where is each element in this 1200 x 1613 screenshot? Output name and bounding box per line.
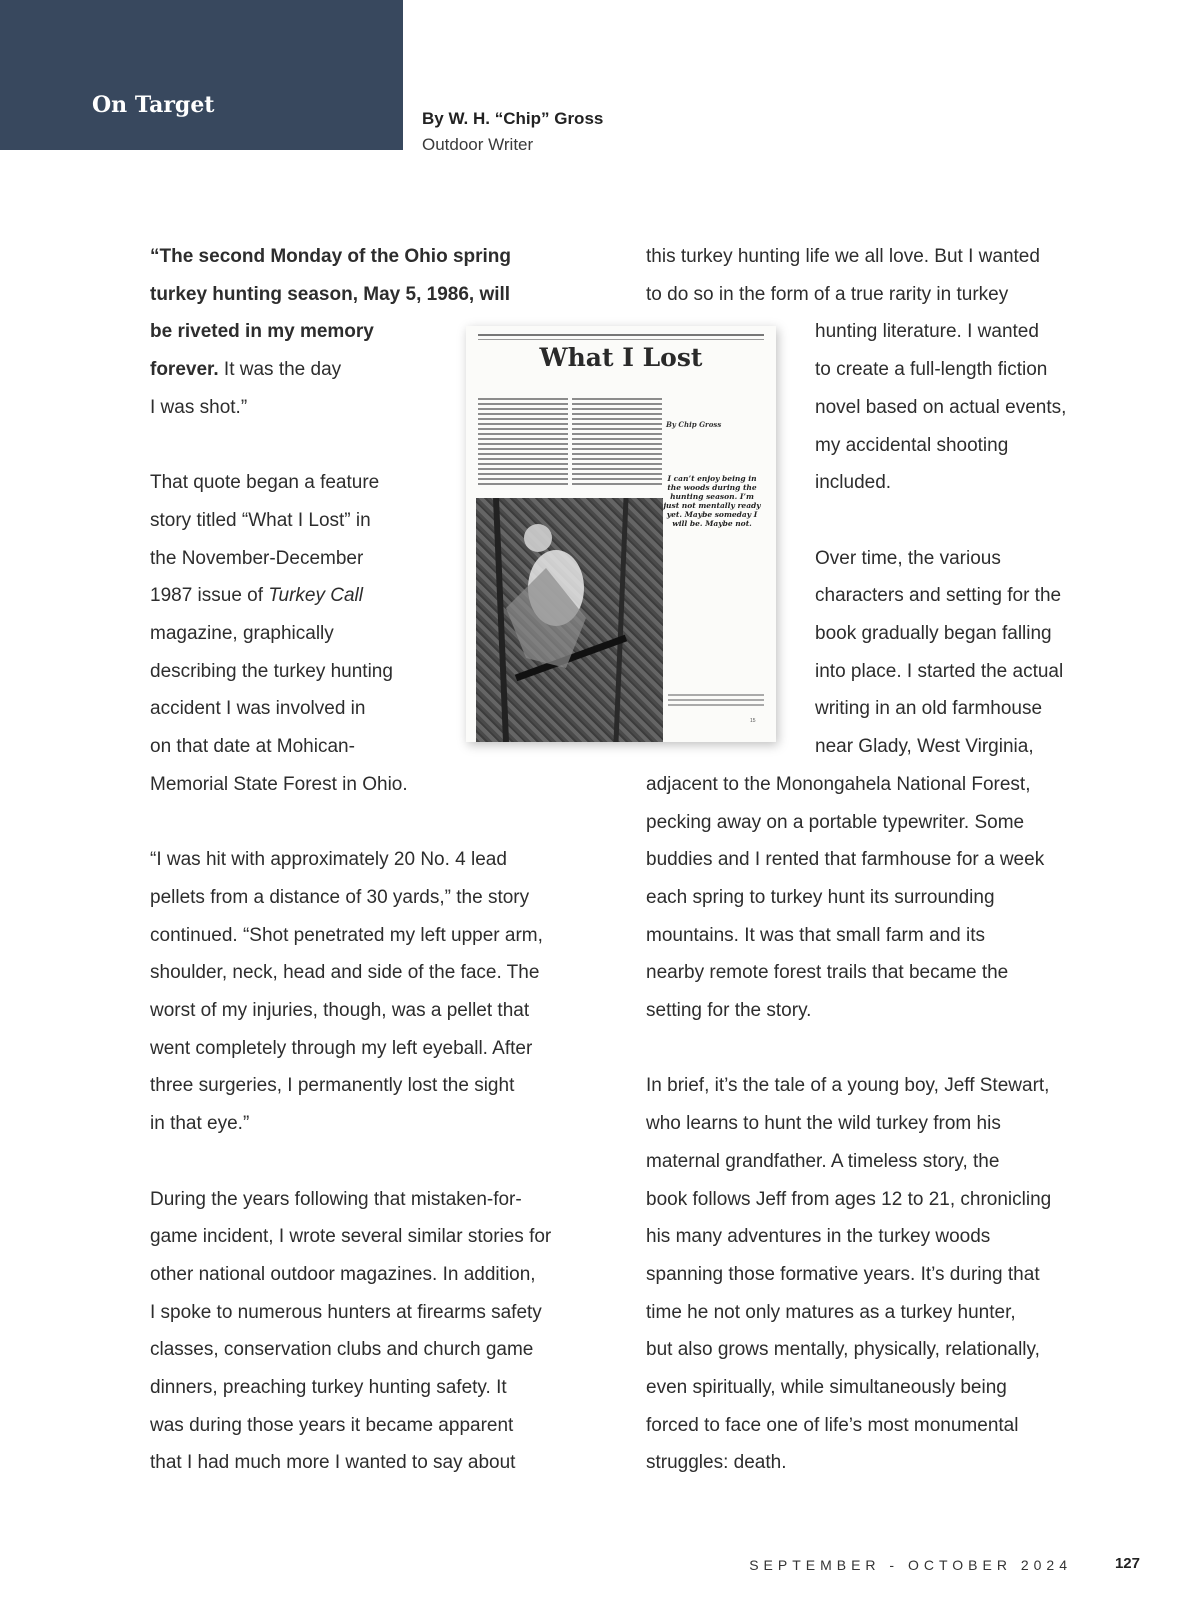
text-line: turkey hunting season, May 5, 1986, will bbox=[150, 283, 511, 305]
text-line: buddies and I rented that farmhouse for a week bbox=[646, 849, 1045, 871]
text-line: even spiritually, while simultaneously being bbox=[646, 1377, 1007, 1399]
text-line: forever. It was the day bbox=[150, 359, 342, 381]
text-line: forced to face one of life’s most monumental bbox=[646, 1414, 1019, 1436]
text-line: was during those years it became apparent bbox=[150, 1414, 514, 1436]
text-line: story titled “What I Lost” in bbox=[150, 509, 371, 531]
text-line: pellets from a distance of 30 yards,” the story bbox=[150, 886, 530, 908]
text-line: Memorial State Forest in Ohio. bbox=[150, 773, 408, 795]
text-line: game incident, I wrote several similar stories for bbox=[150, 1226, 552, 1248]
text-line: went completely through my left eyeball. After bbox=[150, 1037, 533, 1059]
text-line: but also grows mentally, physically, relationally, bbox=[646, 1339, 1040, 1361]
text-line: characters and setting for the bbox=[815, 585, 1062, 607]
text-line: three surgeries, I permanently lost the sight bbox=[150, 1075, 515, 1097]
magazine-title: Turkey Call bbox=[268, 585, 363, 607]
text-line: in that eye.” bbox=[150, 1113, 250, 1135]
text-line: mountains. It was that small farm and its bbox=[646, 924, 985, 946]
text-line: book follows Jeff from ages 12 to 21, chronicling bbox=[646, 1188, 1052, 1210]
text-line: shoulder, neck, head and side of the face. The bbox=[150, 962, 540, 984]
text-line: dinners, preaching turkey hunting safety. It bbox=[150, 1377, 507, 1399]
text-line: be riveted in my memory bbox=[150, 321, 374, 343]
clipping-pullquote: I can’t enjoy being in the woods during the hunting season. I’m just not mentally ready yet. Maybe someday I will be. Maybe not. bbox=[663, 474, 761, 528]
section-title: On Target bbox=[92, 92, 215, 118]
text-line: accident I was involved in bbox=[150, 698, 366, 720]
text-line: other national outdoor magazines. In addition, bbox=[150, 1263, 536, 1285]
author-role: Outdoor Writer bbox=[422, 135, 534, 154]
text-line: his many adventures in the turkey woods bbox=[646, 1226, 991, 1248]
issue-date: SEPTEMBER - OCTOBER 2024 bbox=[749, 1557, 1072, 1573]
text-line: time he not only matures as a turkey hunter, bbox=[646, 1301, 1016, 1323]
magazine-clipping-image bbox=[466, 326, 776, 742]
text-line: During the years following that mistaken-for- bbox=[150, 1188, 522, 1210]
text-line: I was shot.” bbox=[150, 396, 248, 418]
text-line: book gradually began falling bbox=[815, 623, 1052, 645]
text-line: “The second Monday of the Ohio spring bbox=[150, 246, 512, 267]
text-line: I spoke to numerous hunters at firearms safety bbox=[150, 1301, 542, 1323]
text-line: magazine, graphically bbox=[150, 623, 334, 645]
text-line: the November-December bbox=[150, 547, 364, 569]
text-line: writing in an old farmhouse bbox=[815, 698, 1043, 720]
text-line: each spring to turkey hunt its surrounding bbox=[646, 886, 995, 908]
text-line: into place. I started the actual bbox=[815, 660, 1064, 682]
clipping-page-number: 15 bbox=[750, 718, 756, 724]
section-header-block bbox=[0, 0, 403, 150]
byline bbox=[422, 106, 603, 158]
text-line: to create a full-length fiction bbox=[815, 359, 1048, 381]
page-number: 127 bbox=[1114, 1555, 1140, 1572]
clipping-caption bbox=[668, 694, 764, 709]
text-line: 1987 issue of Turkey Call bbox=[150, 585, 363, 607]
clipping-text-column bbox=[478, 398, 568, 494]
text-line: included. bbox=[815, 472, 892, 494]
text-line: Over time, the various bbox=[815, 547, 1001, 569]
clipping-text-column bbox=[572, 398, 662, 494]
text-line: “I was hit with approximately 20 No. 4 lead bbox=[150, 849, 507, 871]
text-line: classes, conservation clubs and church game bbox=[150, 1339, 534, 1361]
text-line: who learns to hunt the wild turkey from his bbox=[646, 1113, 1001, 1135]
text-line: to do so in the form of a true rarity in turkey bbox=[646, 283, 1009, 305]
text-line: setting for the story. bbox=[646, 1000, 812, 1022]
text-line: maternal grandfather. A timeless story, the bbox=[646, 1150, 1000, 1172]
hunter-photo bbox=[476, 498, 663, 742]
text-line: struggles: death. bbox=[646, 1452, 787, 1474]
text-line: pecking away on a portable typewriter. Some bbox=[646, 811, 1025, 833]
text-line: In brief, it’s the tale of a young boy, Jeff Stewart, bbox=[646, 1075, 1050, 1097]
text-line: spanning those formative years. It’s during that bbox=[646, 1263, 1040, 1285]
text-line: worst of my injuries, though, was a pellet that bbox=[150, 1000, 530, 1022]
text-line: hunting literature. I wanted bbox=[815, 321, 1039, 343]
text-line: on that date at Mohican- bbox=[150, 736, 355, 758]
text-line: adjacent to the Monongahela National Forest, bbox=[646, 773, 1031, 795]
text-line: novel based on actual events, bbox=[815, 396, 1067, 418]
clipping-title: What I Lost bbox=[539, 343, 703, 372]
text-line: describing the turkey hunting bbox=[150, 660, 393, 682]
text-line: this turkey hunting life we all love. But I wanted bbox=[646, 246, 1040, 267]
text-line: That quote began a feature bbox=[150, 472, 380, 494]
text-line: near Glady, West Virginia, bbox=[815, 736, 1034, 758]
text-line: nearby remote forest trails that became the bbox=[646, 962, 1009, 984]
text-line: continued. “Shot penetrated my left upper arm, bbox=[150, 924, 543, 946]
text-line: that I had much more I wanted to say about bbox=[150, 1452, 516, 1474]
clipping-byline: By Chip Gross bbox=[666, 420, 722, 429]
author-name: By W. H. “Chip” Gross bbox=[422, 109, 604, 128]
text-line: my accidental shooting bbox=[815, 434, 1009, 456]
